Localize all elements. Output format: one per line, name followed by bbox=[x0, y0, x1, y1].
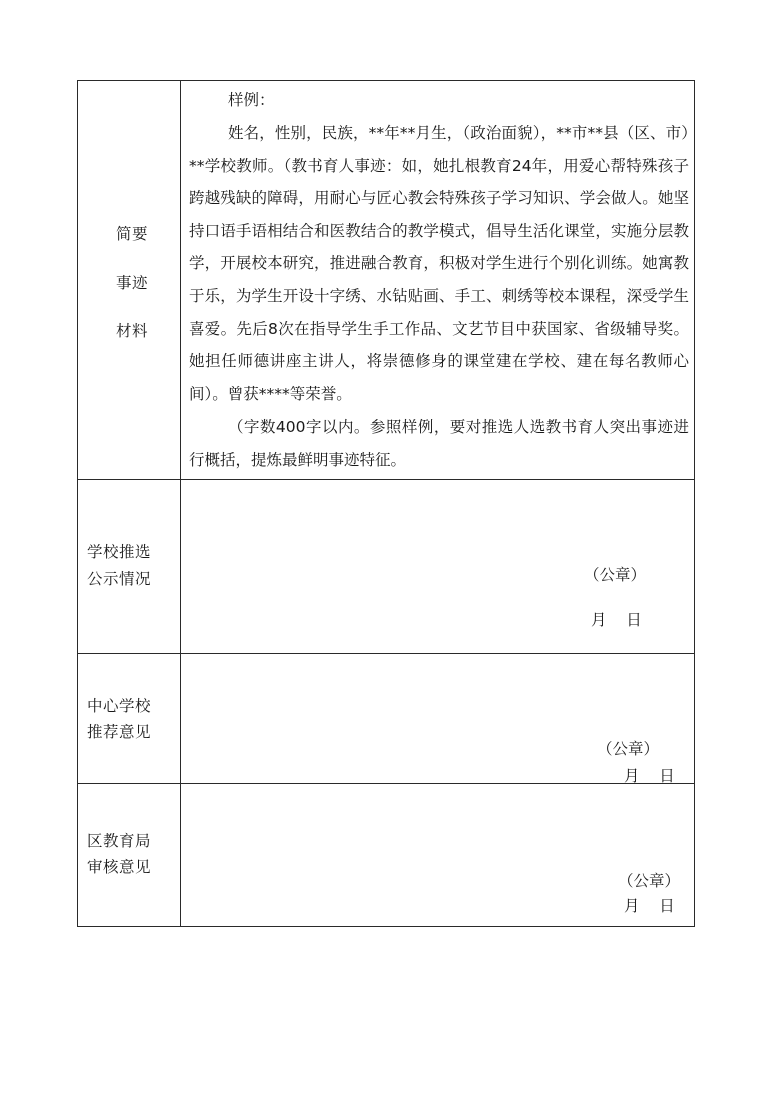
district-bureau-date: 月 日 bbox=[624, 897, 675, 915]
sample-heading: 样例： bbox=[228, 91, 275, 109]
school-date: 月 日 bbox=[591, 611, 642, 629]
summary-label-line-1: 简要 bbox=[116, 225, 149, 243]
summary-label-cell bbox=[78, 81, 181, 479]
school-publicity-row bbox=[78, 480, 694, 654]
school-publicity-label-line-2: 公示情况 bbox=[87, 570, 152, 588]
summary-row bbox=[78, 81, 694, 480]
school-official-seal: （公章） bbox=[584, 566, 647, 584]
school-publicity-content-cell bbox=[181, 480, 694, 653]
summary-label-line-2: 事迹 bbox=[116, 274, 149, 292]
center-school-row bbox=[78, 654, 694, 784]
center-school-official-seal: （公章） bbox=[597, 740, 660, 758]
center-school-label-line-2: 推荐意见 bbox=[87, 723, 152, 741]
summary-content-cell bbox=[181, 81, 694, 479]
word-limit-instruction: （字数400字以内。参照样例，要对推选人选教书育人突出事迹进行概括，提炼最鲜明事迹特征。 bbox=[189, 418, 689, 469]
center-school-label-cell bbox=[78, 654, 181, 783]
center-school-label-line-1: 中心学校 bbox=[87, 697, 152, 715]
district-bureau-content-cell bbox=[181, 784, 694, 926]
district-bureau-row bbox=[78, 784, 694, 926]
district-bureau-label-line-2: 审核意见 bbox=[87, 858, 152, 876]
nomination-form-table bbox=[77, 80, 695, 927]
summary-label-line-3: 材料 bbox=[116, 322, 149, 340]
center-school-content-cell bbox=[181, 654, 694, 783]
school-publicity-label-cell bbox=[78, 480, 181, 653]
sample-body: 姓名，性别，民族，**年**月生，（政治面貌），**市**县（区、市）**学校教师。（教书育人事迹：如，她扎根教育24年，用爱心帮特殊孩子跨越残缺的障碍，用耐心与匠心教会特殊孩子学习知识、学会做人。她坚持口语手语相结合和医教结合的教学模式，倡导生活化课堂，实施分层教学，开展校本研究，推进融合教育，积极对学生进行个别化训练。她寓教于乐，为学生开设十字绣、水钻贴画、手工、刺绣等校本课程，深受学生喜爱。先后8次在指导学生手工作品、文艺节目中获国家、省级辅导奖。她担任师德讲座主讲人，将崇德修身的课堂建在学校、建在每名教师心间）。曾获****等荣誉。 bbox=[189, 124, 689, 403]
district-bureau-label-line-1: 区教育局 bbox=[87, 832, 152, 850]
district-bureau-label-cell bbox=[78, 784, 181, 926]
center-school-date: 月 日 bbox=[624, 767, 675, 785]
school-publicity-label-line-1: 学校推选 bbox=[87, 543, 152, 561]
district-bureau-official-seal: （公章） bbox=[618, 872, 681, 890]
